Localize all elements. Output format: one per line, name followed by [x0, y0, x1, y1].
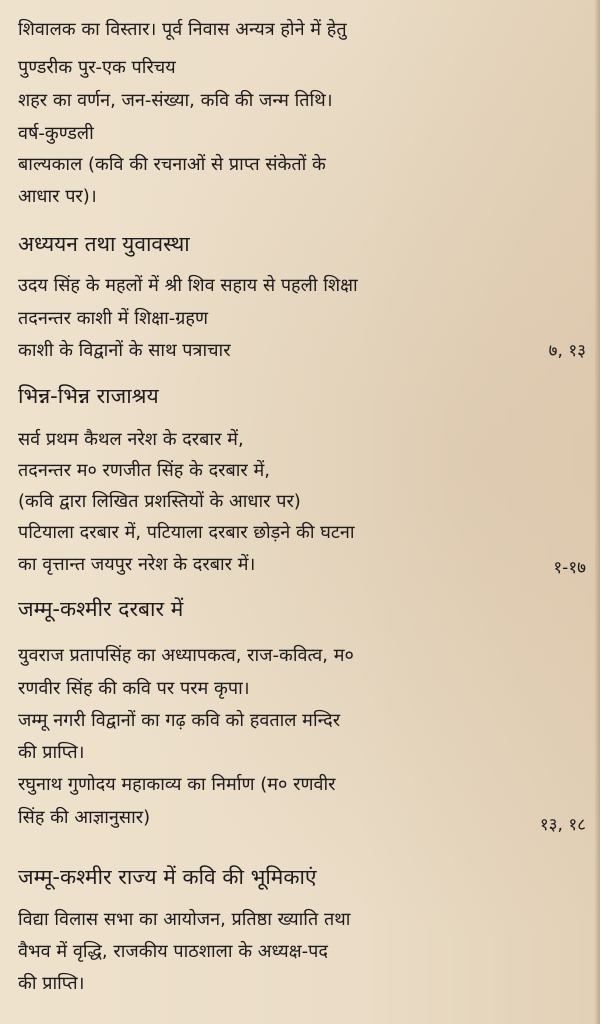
text-line: उदय सिंह के महलों में श्री शिव सहाय से पहली शिक्षा [18, 275, 358, 296]
text-line: युवराज प्रतापसिंह का अध्यापकत्व, राज-कवित्व, म० [18, 645, 354, 666]
text-line: बाल्यकाल (कवि की रचनाओं से प्राप्त संकेतों के [18, 154, 326, 175]
page-reference: १-१७ [553, 558, 586, 578]
text-line: का वृत्तान्त जयपुर नरेश के दरबार में। [18, 554, 256, 575]
page-reference: ७, १३ [548, 341, 586, 361]
text-line: सर्व प्रथम कैथल नरेश के दरबार में, [18, 429, 244, 450]
text-line: की प्राप्ति। [18, 973, 85, 994]
text-line: तदनन्तर म० रणजीत सिंह के दरबार में, [18, 460, 271, 481]
text-line: शिवालक का विस्तार। पूर्व निवास अन्यत्र होने में हेतु [18, 19, 347, 40]
text-line: शहर का वर्णन, जन-संख्या, कवि की जन्म तिथि। [18, 90, 333, 111]
text-line: रघुनाथ गुणोदय महाकाव्य का निर्माण (म० रणवीर [18, 774, 336, 795]
text-line: पुण्डरीक पुर-एक परिचय [18, 57, 176, 78]
text-line: काशी के विद्वानों के साथ पत्राचार [18, 340, 231, 361]
text-line: रणवीर सिंह की कवि पर परम कृपा। [18, 678, 250, 699]
text-line: सिंह की आज्ञानुसार) [18, 807, 151, 828]
text-line: की प्राप्ति। [18, 742, 85, 763]
text-line: आधार पर)। [18, 186, 97, 207]
text-line: तदनन्तर काशी में शिक्षा-ग्रहण [18, 308, 208, 329]
text-line: जम्मू नगरी विद्वानों का गढ़ कवि को हवताल मन्दिर [18, 710, 341, 731]
section-heading: भिन्न-भिन्न राजाश्रय [18, 384, 159, 408]
section-heading: जम्मू-कश्मीर दरबार में [18, 597, 184, 621]
text-line: वैभव में वृद्धि, राजकीय पाठशाला के अध्यक्ष-पद [18, 941, 328, 962]
page-edge-shadow [594, 0, 600, 1024]
section-heading: जम्मू-कश्मीर राज्य में कवि की भूमिकाएं [18, 865, 317, 889]
text-line: पटियाला दरबार में, पटियाला दरबार छोड़ने की घटना [18, 522, 355, 543]
text-line: (कवि द्वारा लिखित प्रशस्तियों के आधार पर) [18, 491, 301, 512]
section-heading: अध्ययन तथा युवावस्था [18, 232, 190, 256]
text-line: विद्या विलास सभा का आयोजन, प्रतिष्ठा ख्याति तथा [18, 909, 351, 930]
page-reference: १३, १८ [539, 815, 586, 835]
text-line: वर्ष-कुण्डली [18, 123, 94, 144]
